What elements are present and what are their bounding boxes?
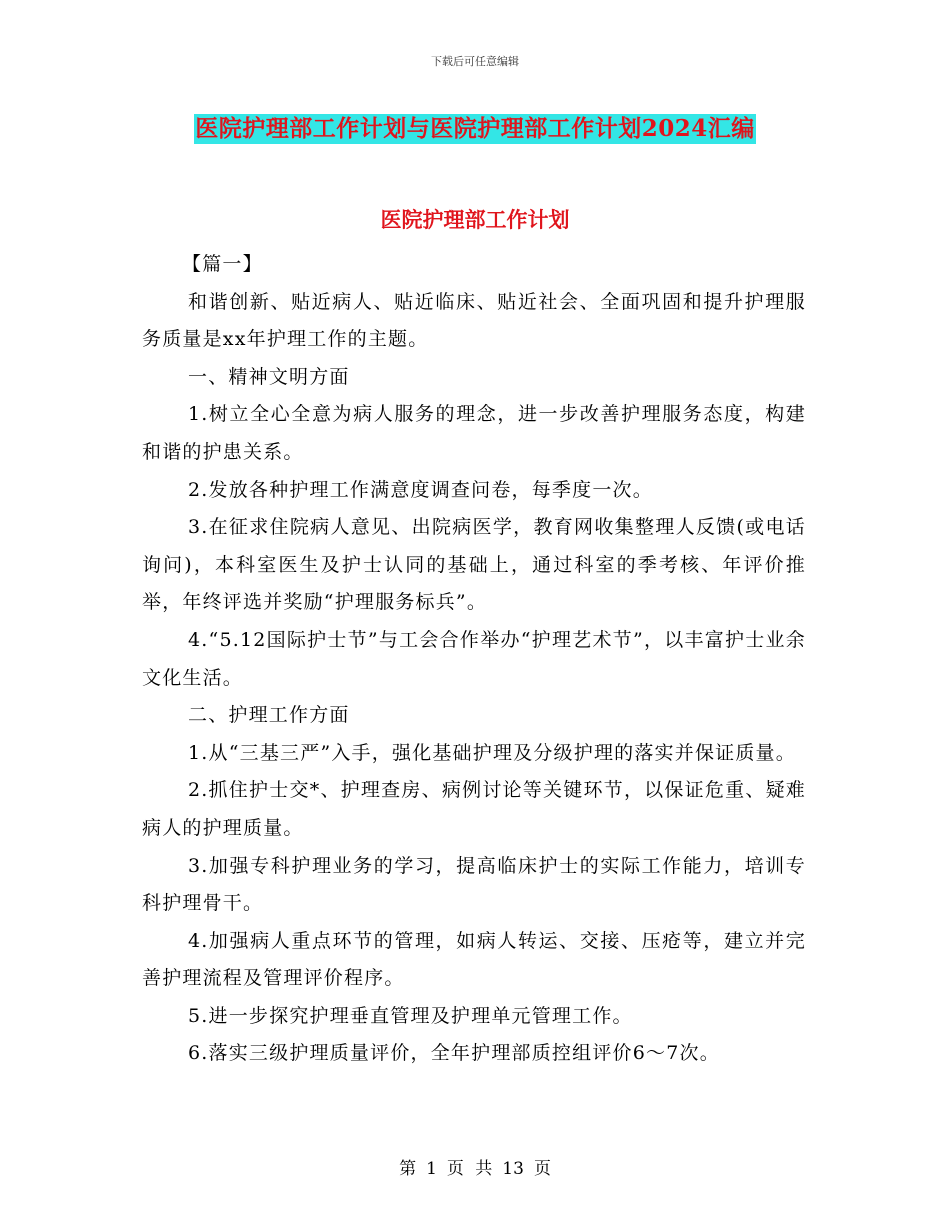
page-footer (0, 1154, 950, 1179)
paragraph-item: 2.抓住护士交*、护理查房、病例讨论等关键环节，以保证危重、疑难病人的护理质量。 (142, 779, 806, 839)
document-title: 医院护理部工作计划与医院护理部工作计划2024汇编 (195, 115, 755, 142)
footer-middle: 页 共 (446, 1159, 493, 1179)
paragraph-item: 2.发放各种护理工作满意度调查问卷，每季度一次。 (188, 478, 653, 501)
document-title-container (0, 114, 950, 144)
paragraph-intro: 和谐创新、贴近病人、贴近临床、贴近社会、全面巩固和提升护理服务质量是xx年护理工作的主题。 (142, 290, 806, 351)
paragraph-item: 3.在征求住院病人意见、出院病医学，教育网收集整理人反馈(或电话询问)，本科室医生及护士认同的基础上，通过科室的季考核、年评价推举，年终评选并奖励“护理服务标兵”。 (142, 516, 806, 614)
section-label: 【篇一】 (182, 253, 263, 275)
paragraph-item: 1.树立全心全意为病人服务的理念，进一步改善护理服务态度，构建和谐的护患关系。 (142, 403, 806, 463)
heading-spiritual-civilization: 一、精神文明方面 (188, 365, 350, 388)
paragraph-item: 6.落实三级护理质量评价，全年护理部质控组评价6～7次。 (188, 1042, 720, 1065)
paragraph-item: 4.“5.12国际护士节”与工会合作举办“护理艺术节”，以丰富护士业余文化生活。 (142, 628, 806, 689)
body-text (142, 246, 806, 1073)
heading-nursing-work: 二、护理工作方面 (188, 704, 350, 727)
paragraph-item: 1.从“三基三严”入手，强化基础护理及分级护理的落实并保证质量。 (188, 741, 796, 764)
paragraph-item: 5.进一步探究护理垂直管理及护理单元管理工作。 (188, 1004, 633, 1027)
footer-suffix: 页 (533, 1159, 551, 1179)
footer-current-page: 1 (426, 1159, 437, 1179)
section-title: 医院护理部工作计划 (380, 207, 570, 232)
footer-total-pages: 13 (502, 1159, 524, 1179)
header-note: 下载后可任意编辑 (431, 55, 519, 68)
paragraph-item: 3.加强专科护理业务的学习，提高临床护士的实际工作能力，培训专科护理骨干。 (142, 854, 806, 915)
paragraph-item: 4.加强病人重点环节的管理，如病人转运、交接、压疮等，建立并完善护理流程及管理评价程序。 (142, 929, 806, 990)
footer-prefix: 第 (399, 1159, 417, 1179)
